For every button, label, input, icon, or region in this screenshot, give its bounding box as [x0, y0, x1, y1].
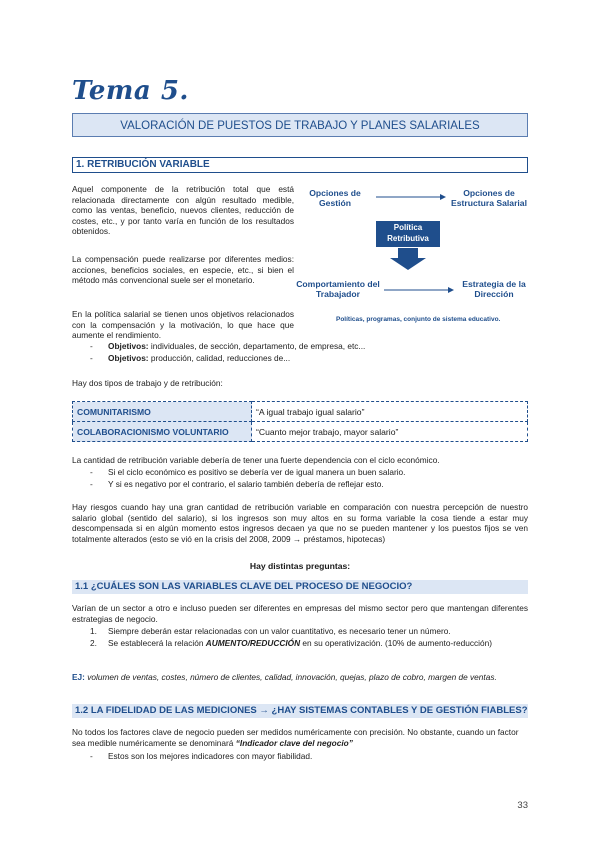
item-text — [108, 638, 528, 649]
diagram-caption: Políticas, programas, conjunto de sistema educativo. — [336, 316, 501, 323]
paragraph-policy: En la política salarial se tienen unos objetivos relacionados con la compensación y la motivación, lo que hace que aumente el rendimiento. — [72, 309, 294, 341]
page-title: VALORACIÓN DE PUESTOS DE TRABAJO Y PLANES SALARIALES — [72, 113, 528, 137]
diagram-node-comportamiento: Comportamiento del Trabajador — [296, 279, 380, 299]
item-text-post: en su operativización. (10% de aumento-reducción) — [300, 638, 492, 648]
section-heading-1-1: 1.1 ¿CUÁLES SON LAS VARIABLES CLAVE DEL PROCESO DE NEGOCIO? — [72, 580, 528, 594]
paragraph-bold: “Indicador clave del negocio” — [235, 737, 353, 748]
paragraph-variables: Varían de un sector a otro e incluso pueden ser diferentes en empresas del mismo sector pero que mantengan diferentes estrategias de negocio. — [72, 603, 528, 624]
table-key: COMUNITARISMO — [73, 402, 252, 422]
item-text-pre: Se establecerá la relación — [108, 638, 206, 648]
retribution-types-table — [72, 401, 528, 442]
bullet-label: Objetivos: — [108, 353, 149, 363]
paragraph-fidelity — [72, 727, 528, 748]
risk-paragraph: Hay riesgos cuando hay una gran cantidad de retribución variable en comparación con nuestra percepción de nuestro salario global (sentido del salario), si los ingresos son muy altos en su forma variable la cosa tiende a estar muy descompensada si en algún momento estos ingresos decaen ya que no se pueden mantener y los puestos fijos se ven totalmente alterados (esto se vió en la crisis del 2008, 2009 → préstamos, hipotecas) — [72, 502, 528, 544]
chapter-label: Tema 5. — [72, 76, 189, 106]
table-row — [73, 402, 528, 422]
example-label: EJ: — [72, 672, 85, 682]
diagram-node-estrategia: Estrategia de la Dirección — [462, 279, 526, 299]
diagram-arrows — [296, 186, 536, 296]
types-intro: Hay dos tipos de trabajo y de retribución: — [72, 378, 223, 388]
bullet-text: Y si es negativo por el contrario, el salario también debería de reflejar esto. — [108, 479, 384, 489]
section-heading-1: 1. RETRIBUCIÓN VARIABLE — [72, 157, 528, 173]
diagram-node-politica: Política Retributiva — [376, 221, 440, 247]
table-value: “A igual trabajo igual salario” — [252, 402, 528, 422]
table-value: “Cuanto mejor trabajo, mayor salario” — [252, 422, 528, 442]
table-row — [73, 422, 528, 442]
questions-heading: Hay distintas preguntas: — [249, 561, 351, 571]
page-number: 33 — [517, 800, 528, 811]
diagram-node-estructura: Opciones de Estructura Salarial — [451, 188, 527, 208]
bullet-text: Si el ciclo económico es positivo se debería ver de igual manera un buen salario. — [108, 467, 406, 477]
bullet-text: Estos son los mejores indicadores con mayor fiabilidad. — [108, 751, 313, 761]
bullet-label: Objetivos: — [108, 341, 149, 351]
bullet-text: individuales, de sección, departamento, de empresa, etc... — [148, 341, 366, 351]
paragraph-text: No todos los factores clave de negocio pueden ser medidos numéricamente con precisión. No obstante, cuando un factor sea medible numéricamente se denominará — [72, 727, 519, 748]
paragraph-compensation: La compensación puede realizarse por diferentes medios: acciones, beneficios sociales, en especie, etc., si bien el método más convencional suele ser el monetario. — [72, 254, 294, 286]
item-text: Siempre deberán estar relacionadas con un valor cuantitativo, es necesario tener un número. — [108, 626, 451, 636]
item-text-bold: AUMENTO/REDUCCIÓN — [205, 638, 301, 648]
bullet-text: producción, calidad, reducciones de... — [148, 353, 291, 363]
cycle-intro: La cantidad de retribución variable debería de tener una fuerte dependencia con el ciclo económico. — [72, 455, 440, 465]
paragraph-definition: Aquel componente de la retribución total que está relacionada directamente con algún resultado medible, como las ventas, beneficio, nuevos clientes, reducción de costes, etc., y por tanto varía en función de los resultados obtenidos. — [72, 184, 294, 237]
table-key: COLABORACIONISMO VOLUNTARIO — [73, 422, 252, 442]
diagram-node-gestion: Opciones de Gestión — [309, 188, 361, 208]
example-text: volumen de ventas, costes, número de clientes, calidad, innovación, quejas, plazo de cobro, margen de ventas. — [84, 672, 497, 682]
example-paragraph — [72, 672, 528, 683]
section-heading-1-2: 1.2 LA FIDELIDAD DE LAS MEDICIONES → ¿HAY SISTEMAS CONTABLES Y DE GESTIÓN FIABLES? — [72, 704, 528, 718]
